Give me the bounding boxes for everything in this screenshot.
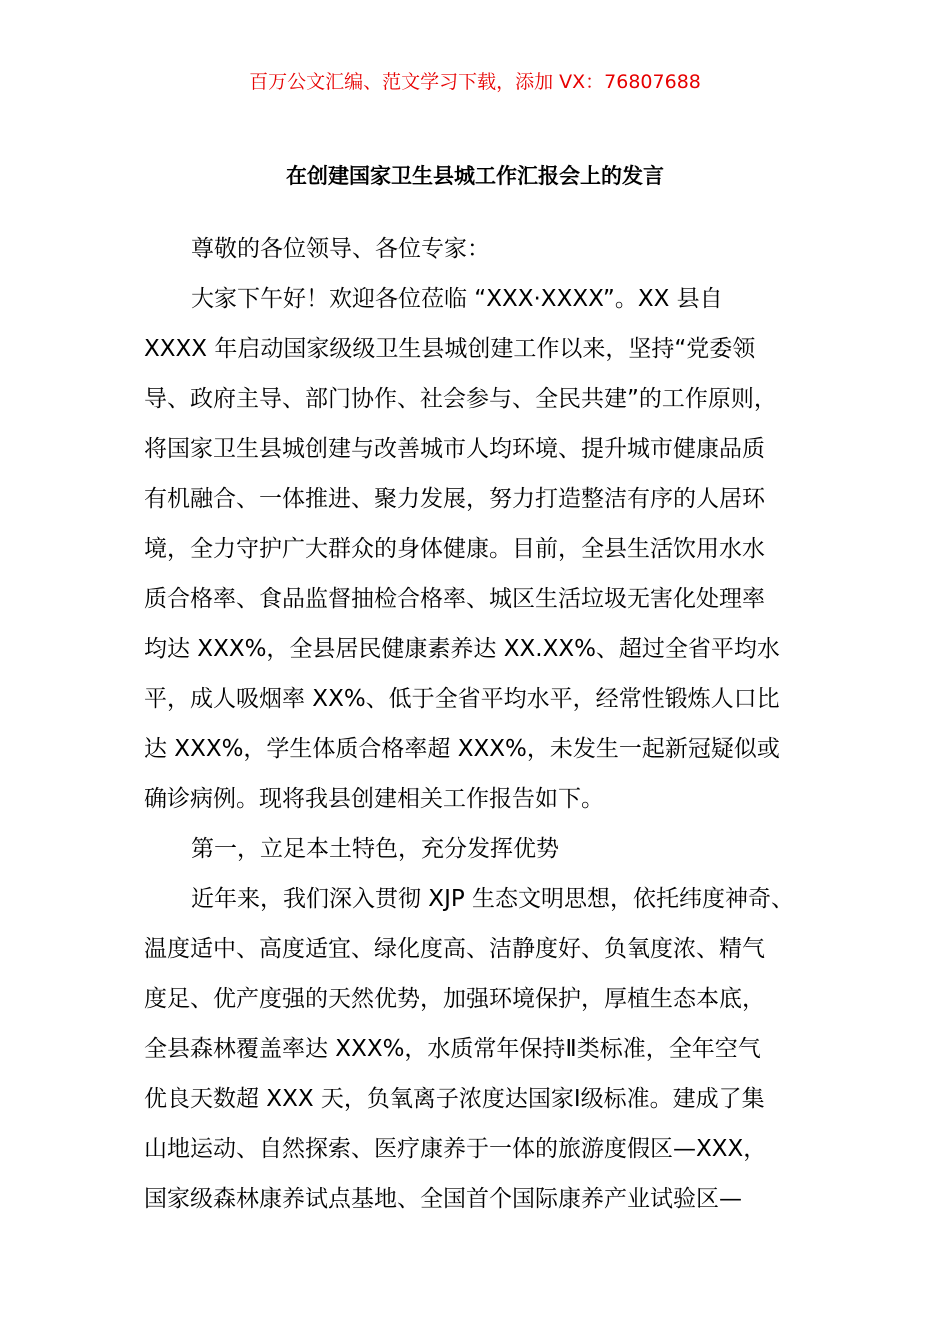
body-line: 优良天数超 XXX 天，负氧离子浓度达国家Ⅰ级标准。建成了集 bbox=[144, 1086, 765, 1112]
body-line: 有机融合、一体推进、聚力发展，努力打造整洁有序的人居环 bbox=[144, 486, 765, 512]
section-heading: 第一，立足本土特色，充分发挥优势 bbox=[191, 836, 559, 862]
body-line: 温度适中、高度适宜、绿化度高、洁静度好、负氧度浓、精气 bbox=[144, 936, 765, 962]
body-line: 达 XXX%，学生体质合格率超 XXX%，未发生一起新冠疑似或 bbox=[144, 736, 780, 762]
body-line: 将国家卫生县城创建与改善城市人均环境、提升城市健康品质 bbox=[144, 436, 765, 462]
body-line: 平，成人吸烟率 XX%、低于全省平均水平，经常性锻炼人口比 bbox=[144, 686, 780, 712]
body-line: 国家级森林康养试点基地、全国首个国际康养产业试验区— bbox=[144, 1186, 742, 1212]
body-line: 导、政府主导、部门协作、社会参与、全民共建”的工作原则， bbox=[144, 386, 777, 412]
body-line: 确诊病例。现将我县创建相关工作报告如下。 bbox=[144, 786, 604, 812]
body-line: 均达 XXX%，全县居民健康素养达 XX.XX%、超过全省平均水 bbox=[144, 636, 780, 662]
body-line: XXXX 年启动国家级级卫生县城创建工作以来，坚持“党委领 bbox=[144, 336, 756, 362]
body-line: 境，全力守护广大群众的身体健康。目前，全县生活饮用水水 bbox=[144, 536, 765, 562]
salutation-line: 尊敬的各位领导、各位专家： bbox=[191, 236, 490, 262]
body-line: 度足、优产度强的天然优势，加强环境保护，厚植生态本底， bbox=[144, 986, 765, 1012]
document-title: 在创建国家卫生县城工作汇报会上的发言 bbox=[286, 164, 664, 188]
header-watermark-note: 百万公文汇编、范文学习下载，添加 VX：76807688 bbox=[249, 71, 701, 93]
body-line: 近年来，我们深入贯彻 XJP 生态文明思想，依托纬度神奇、 bbox=[191, 886, 795, 912]
body-line: 山地运动、自然探索、医疗康养于一体的旅游度假区—XXX， bbox=[144, 1136, 767, 1162]
body-line: 质合格率、食品监督抽检合格率、城区生活垃圾无害化处理率 bbox=[144, 586, 765, 612]
body-line: 大家下午好！欢迎各位莅临 “XXX·XXXX”。XX 县自 bbox=[191, 286, 723, 312]
body-line: 全县森林覆盖率达 XXX%，水质常年保持Ⅱ类标准，全年空气 bbox=[144, 1036, 761, 1062]
